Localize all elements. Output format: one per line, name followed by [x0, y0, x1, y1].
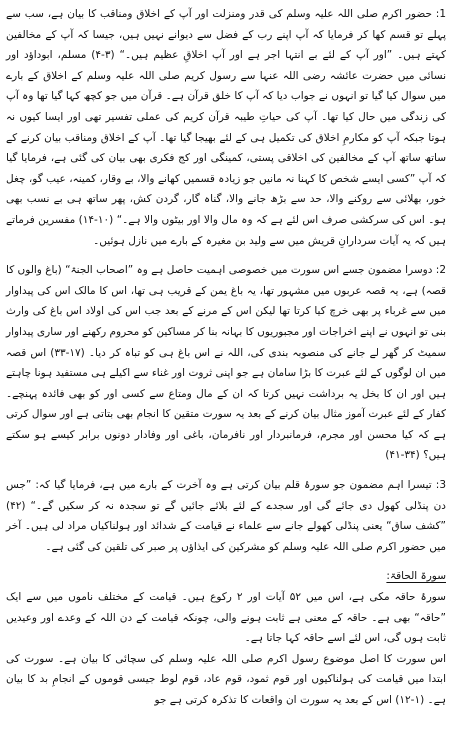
paragraph-2: 2: دوسرا مضمون جسے اس سورت میں خصوصی اہمیت حاصل ہے وہ ”اصحاب الجنۃ“ (باغ والوں کا قصہ) ہے، یہ قصہ عربوں میں مشہور تھا، یہ باغ یمن کے قریب ہی تھا، اس کا مالک اس کی پیداوار میں سے غرباء پر بھی خرچ کیا کرتا تھا لیکن اس کے مرنے کے بعد جب اس کی اولاد اس باغ کی وارث بنی تو انہوں نے اپنے اخراجات اور مجبوریوں کا بہانہ بنا کر مساکین کو محروم رکھنے اور ساری پیداوار سمیٹ کر گھر لے جانے کی منصوبہ بندی کی، اللہ نے اس باغ ہی کو تباہ کر دیا۔ (۱۷-۳۳) اس قصہ میں ان لوگوں کے لئے عبرت کا بڑا سامان ہے جو اپنی ثروت اور غناء سے اکیلے ہی مستفید ہونا چاہتے ہیں اور ان کا بخل یہ برداشت نہیں کرتا کہ ان کے مال ومتاع سے کسی اور کو بھی فائدہ پہنچے۔ کفار کے لئے عبرت آموز مثال بیان کرنے کے بعد یہ سورت متقین کا انجام بھی بتاتی ہے اور سوال کرتی ہے کہ کیا محسن اور مجرم، فرمانبردار اور نافرمان، باغی اور وفادار دونوں برابر کیسے ہو سکتے ہیں؟ (۳۴-۴۱) — [6, 264, 446, 462]
paragraph-spacer — [6, 251, 446, 260]
paragraph-spacer — [6, 466, 446, 475]
paragraph-spacer — [6, 557, 446, 566]
section-heading — [6, 566, 446, 587]
paragraph-4: سورۂ حاقہ مکی ہے، اس میں ۵۲ آیات اور ۲ رکوع ہیں۔ قیامت کے مختلف ناموں میں سے ایک ”حاقہ“ بھی ہے۔ حاقہ کے معنی ہے ثابت ہونے والی، چونکہ قیامت کے دن اللہ کے وعدے اور وعیدیں ثابت ہوں گی، اس لئے اسے حاقہ کہا جاتا ہے۔ — [6, 591, 446, 645]
paragraph-3: 3: تیسرا اہم مضمون جو سورۂ قلم بیان کرتی ہے وہ آخرت کے بارے میں ہے، فرمایا گیا کہ: ”جس دن پنڈلی کھول دی جائے گی اور سجدے کے لئے بلائے جائیں گے تو سجدہ نہ کر سکیں گے۔“ (۴۲) ”کشف ساق“ یعنی پنڈلی کھولے جانے سے علماء نے قیامت کے شدائد اور ہولناکیاں مراد لی ہیں۔ آخر میں حضور اکرم صلی اللہ علیہ وسلم کو مشرکین کی ایذاؤں پر صبر کی تلقین کی گئی ہے۔ — [6, 479, 446, 553]
paragraph-5: اس سورت کا اصل موضوع رسول اکرم صلی اللہ علیہ وسلم کی سچائی کا بیان ہے۔ سورت کی ابتدا میں قیامت کی ہولناکیوں اور قوم ثمود، قوم عاد، قوم لوط جیسی قوموں کے انجامِ بد کا بیان ہے۔ (۱-۱۲) اس کے بعد یہ سورت ان واقعات کا تذکرہ کرتی ہے جو — [6, 652, 446, 706]
section-heading-text: سورۃ الحاقۃ: — [386, 570, 446, 583]
paragraph-1: 1: حضور اکرم صلی اللہ علیہ وسلم کی قدر ومنزلت اور آپ کے اخلاق ومناقب کا بیان ہے، سب سے پہلے تو قسم کھا کر فرمایا کہ آپ اپنے رب کے فضل سے دیوانے نہیں ہیں، جیسا کہ آپ کے مخالفین کہتے ہیں۔ ”اور آپ کے لئے بے انتہا اجر ہے اور آپ اخلاقِ عظیم ہیں۔“ (۳-۴) مسلم، ابوداؤد اور نسائی میں حضرت عائشہ رضی اللہ عنہا سے رسول کریم صلی اللہ علیہ وسلم کے اخلاق کے بارے میں سوال کیا گیا تو انہوں نے جواب دیا کہ آپ کا خلق قرآن ہے۔ قرآن میں جو کچھ کہا گیا تھا وہ آپ کی زندگی میں حال کیا تھا۔ آپ کی حیاتِ طیبہ قرآن کریم کی عملی تفسیر تھی اور ایسا کیوں نہ ہوتا جبکہ آپ کو مکارمِ اخلاق کی تکمیل ہی کے لئے بھیجا گیا تھا۔ آپ کے اخلاق ومناقب بیان کرنے کے ساتھ ساتھ آپ کے مخالفین کی اخلاقی پستی، کمینگی اور کج فکری بھی بیان کی گئی ہے، فرمایا گیا کہ آپ ”کسی ایسے شخص کا کہنا نہ مانیں جو زیادہ قسمیں کھانے والا، بے وقار، کمینہ، عیب گو، چغل خور، بھلائی سے روکنے والا، حد سے بڑھ جانے والا، گناہ گار، گردن کش، پھر ساتھ ہی بے نسب بھی ہو۔ اس کی سرکشی صرف اس لئے ہے کہ وہ مال والا اور بیٹوں والا ہے۔“ (۱۰-۱۴) مفسرین فرماتے ہیں کہ یہ آیات سردارانِ قریش میں سے ولید بن مغیرہ کے بارے میں نازل ہوئیں۔ — [6, 8, 446, 247]
